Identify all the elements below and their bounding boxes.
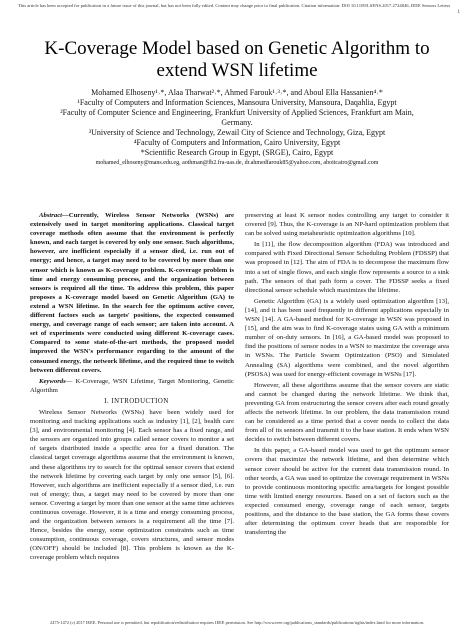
title-line-2: extend WSN lifetime [156,60,318,81]
intro-paragraph-6: In this paper, a GA-based model was used to get the optimum sensor covers that maximize the network lifetime, and then determine which sensor cover should be active for the current data transmission round. In other words, a GA was used to optimize the coverage requirement in WSNs to provide continuous monitoring specific area/targets for longest possible time with limited energy resources. Based on a set of factors such as the expected consumed energy, coverage range of each sensor, targets positions, and the distance to the base station, the GA forms these covers after determining the optimum cover heads that are responsible for transferring the [245,447,449,537]
page-number: 1 [457,10,460,15]
keywords [30,377,234,395]
paper-title [20,38,454,82]
intro-paragraph-1: Wireless Sensor Networks (WSNs) have been widely used for monitoring and tracking applications such as industry [1], [2], health care [3], and environmental monitoring [4]. Each sensor has a fixed range, and the sensors are organized into groups called sensor covers to monitor a set of targets distributed inside a specific area for a fixed duration. The classical target coverage algorithms assume that the environment is known, and these algorithms try to search for the optimal sensor covers that extend the network lifetime by covering each target by only one sensor [5], [6]. However, such algorithms are inefficient especially if a sensor died, i.e. run out of energy; thus, a target may need to be covered by more than one sensor. Covering a target by more than one sensor at the same time achieves continuous coverage. However, it is a time and energy consuming process, and the organization between sensors is a requirement all the time [7]. Hence, besides the energy, some optimization constraints such as time consumption, continuous coverage, covers structures, and sensor modes (ON/OFF) should be included [8]. This problem is known as the K-coverage problem which requires [30,408,234,562]
abstract-label: Abstract [39,212,63,219]
header-notice: This article has been accepted for publication in a future issue of this journal, but has not been fully edited. Content may change prior to final publication. Citation information: DOI 10.1109/LSENS.2017.2724846, IEEE Sensors Letters [17,3,451,8]
affiliation-1: ¹Faculty of Computers and Information Sciences, Mansoura University, Mansoura, Daqahlia, Egypt [77,98,397,107]
intro-paragraph-2: preserving at least K sensor nodes controlling any target to consider it covered [9]. Thus, the K-coverage is an NP-hard optimization problem that can be solved using metaheuristic optimization algorithms [10]. [245,212,449,238]
title-line-1: K-Coverage Model based on Genetic Algorithm to [44,38,430,59]
intro-paragraph-5: However, all these algorithms assume that the sensor covers are static and cannot be changed during the network lifetime. We think that, preventing GA from restructuring the sensor covers after each round greatly affects the network lifetime. In our problem, the data transmission round can be considered as a time period that a cover needs to collect the data from all of its sensors and transmit it to the base station. It ends when WSN decides to switch between different covers. [245,381,449,444]
affiliation-3: ³University of Science and Technology, Zewail City of Science and Technology, Giza, Egypt [88,128,386,137]
keywords-label: Keywords [39,377,66,385]
right-column [245,211,449,539]
left-column [30,211,234,565]
intro-paragraph-4: Genetic Algorithm (GA) is a widely used optimization algorithm [13], [14], and it has been used frequently in different applications especially in WSN [14]. A GA-based method for K-coverage in WSN was proposed in [15], and the aim was to find K-coverage states using GA with a minimum number of on-duty sensors. In [16], a GA-based model was proposed to find the positions of sensor nodes in a WSN to maximize the coverage area in WSNs. The Particle Swarm Optimization (PSO) and Simulated Annealing (SA) algorithms were combined, and the novel algorithm (PSOSA) was used for energy-efficient coverage in WSNs [17]. [245,297,449,378]
affiliation-4: ⁴Faculty of Computers and Information, Cairo University, Egypt [133,138,341,147]
intro-paragraph-3: In [11], the flow decomposition algorithm (FDA) was introduced and compared with Fixed Directional Sensor Scheduling Problem (FDSSP) that was proposed in [12]. The aim of FDA is to decompose the maximum flow into a set of single flows, and each single flow represents a source to a sink path. The sensors of that path form a cover. The FDSSP seeks a fixed directional sensor schedule which maximizes the lifetime. [245,241,449,294]
authors-block [24,88,450,167]
author-emails: mohamed_elhoseny@mans.edu.eg, aothman@fb2.fra-uas.de, dr.ahmedfarouk85@yahoo.com, aboitcairo@gmail.com [95,160,379,166]
keywords-text: — K-Coverage, WSN Lifetime, Target Monitoring, Genetic Algorithm [30,377,234,394]
author-names: Mohamed Elhoseny¹˒*, Alaa Tharwat²˒*, Ahmed Farouk¹˒³˒*, and Aboul Ella Hassanien⁴˒* [91,88,383,97]
footer-copyright: 2475-1472 (c) 2017 IEEE. Personal use is permitted, but republication/redistribution requires IEEE permission. See http://www.ieee.org/publications_standards/publications/rights/index.html for more information. [50,620,424,625]
intro-heading: I. INTRODUCTION [104,397,169,405]
affiliation-2: ²Faculty of Computer Science and Engineering, Frankfurt University of Applied Sciences, Frankfurt am Main, [60,108,414,117]
abstract-text: —Currently, Wireless Sensor Networks (WSNs) are extensively used in target monitoring applications. Classical target coverage methods often assume that the environment is perfectly known, and each target is covered by only one sensor. Such algorithms, however, are inefficient especially if a sensor died, i.e. run out of energy; and hence, a target may need to be covered by more than one sensor which is known as K-coverage problem. K-coverage problem is time and energy consuming process, and the organization between sensors is required all the time. To address this problem, this paper proposes a K-coverage model based on Genetic Algorithm (GA) to extend a WSN lifetime. In the search for the optimum active cover, different factors such as targets' positions, the expected consumed energy, and coverage range of each sensor; are taken into account. A set of experiments were conducted using different K-coverage cases. Compared to some state-of-the-art methods, the proposed model improved the WSN's performance regarding to the amount of the consumed energy, the network lifetime, and the required time to switch between different covers. [30,212,234,374]
affiliation-5: *Scientific Research Group in Egypt, (SRGE), Cairo, Egypt [140,148,334,157]
abstract [30,211,234,375]
affiliation-2-cont: Germany. [221,118,253,127]
